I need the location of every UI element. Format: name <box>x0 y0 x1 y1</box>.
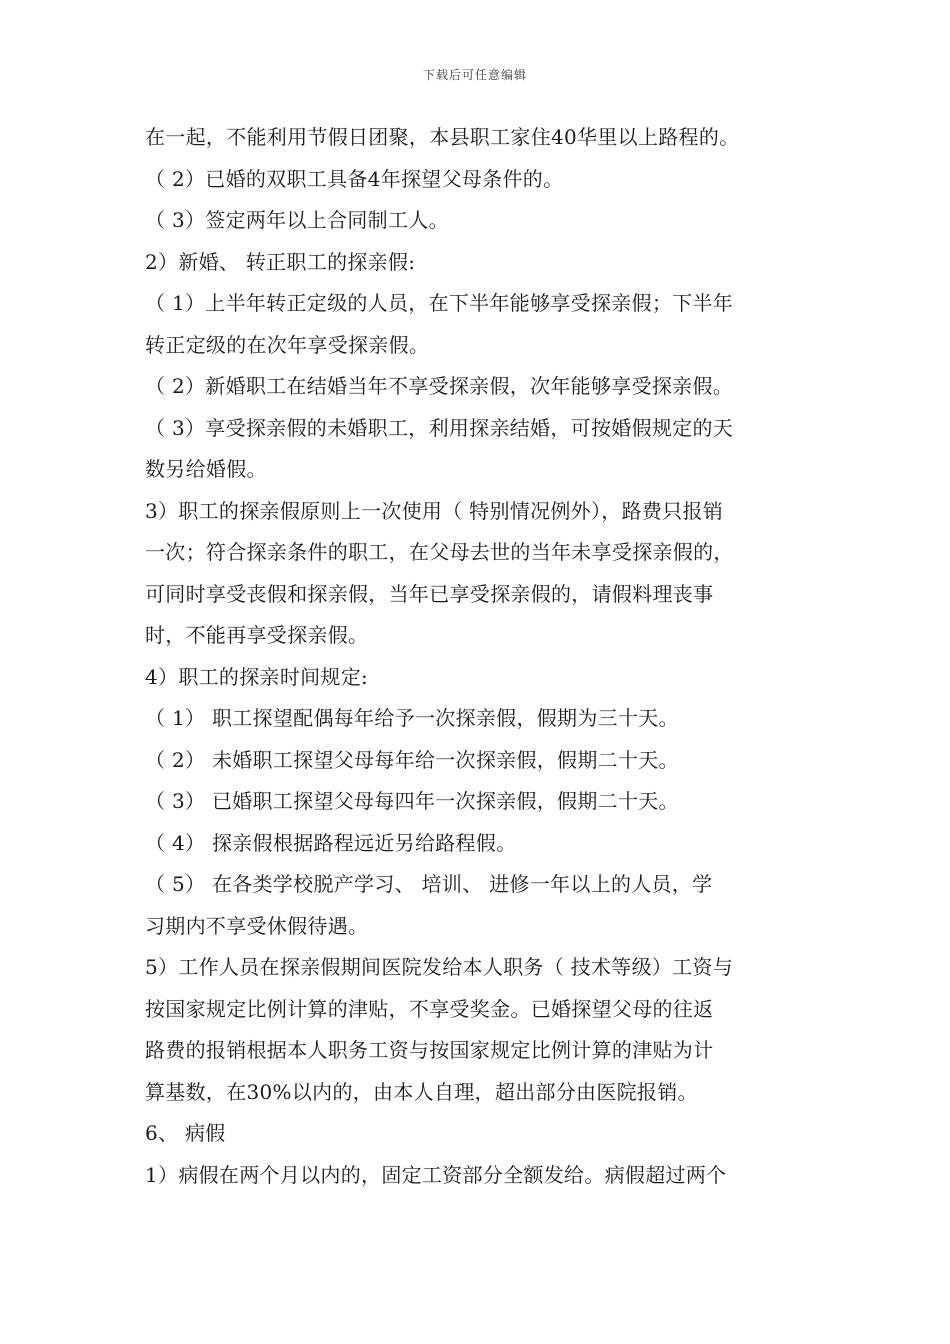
text-line: （ 1）上半年转正定级的人员，在下半年能够享受探亲假；下半年 <box>145 291 734 315</box>
text-line: 算基数，在30%以内的，由本人自理，超出部分由医院报销。 <box>145 1079 698 1104</box>
text-line: 时，不能再享受探亲假。 <box>145 623 369 647</box>
text-line: 1）病假在两个月以内的，固定工资部分全额发给。病假超过两个 <box>145 1162 727 1187</box>
text-line: （ 3）享受探亲假的未婚职工，利用探亲结婚，可按婚假规定的天 <box>145 415 734 440</box>
text-line: 3）职工的探亲假原则上一次使用（ 特别情况例外），路费只报销 <box>145 498 724 523</box>
text-line: 6、 病假 <box>145 1121 226 1145</box>
text-line: 路费的报销根据本人职务工资与按国家规定比例计算的津贴为计 <box>145 1038 714 1062</box>
text-line: （ 2） 未婚职工探望父母每年给一次探亲假，假期二十天。 <box>145 747 679 772</box>
text-line: 在一起，不能利用节假日团聚，本县职工家住40华里以上路程的。 <box>145 125 740 149</box>
text-line: （ 4） 探亲假根据路程远近另给路程假。 <box>145 830 517 855</box>
text-line: （ 2）已婚的双职工具备4年探望父母条件的。 <box>145 166 564 191</box>
text-line: 数另给婚假。 <box>145 457 267 481</box>
document-body <box>145 117 825 1196</box>
text-line: 一次；符合探亲条件的职工，在父母去世的当年未享受探亲假的， <box>145 540 734 564</box>
text-line: 5）工作人员在探亲假期间医院发给本人职务（ 技术等级）工资与 <box>145 955 734 979</box>
text-line: 2）新婚、 转正职工的探亲假: <box>145 249 416 274</box>
text-line: 转正定级的在次年享受探亲假。 <box>145 332 430 357</box>
text-line: （ 5） 在各类学校脱产学习、 培训、 进修一年以上的人员，学 <box>145 872 713 896</box>
text-line: （ 3）签定两年以上合同制工人。 <box>145 208 449 232</box>
text-line: （ 1） 职工探望配偶每年给予一次探亲假，假期为三十天。 <box>145 706 679 730</box>
page-header: 下载后可任意编辑 <box>422 68 527 82</box>
text-line: （ 2）新婚职工在结婚当年不享受探亲假，次年能够享受探亲假。 <box>145 374 734 398</box>
text-line: 可同时享受丧假和探亲假，当年已享受探亲假的，请假料理丧事 <box>145 581 714 606</box>
text-line: 按国家规定比例计算的津贴，不享受奖金。已婚探望父母的往返 <box>145 996 714 1021</box>
text-line: 习期内不享受休假待遇。 <box>145 913 369 938</box>
text-line: 4）职工的探亲时间规定: <box>145 664 369 689</box>
text-line: （ 3） 已婚职工探望父母每四年一次探亲假，假期二十天。 <box>145 789 679 813</box>
